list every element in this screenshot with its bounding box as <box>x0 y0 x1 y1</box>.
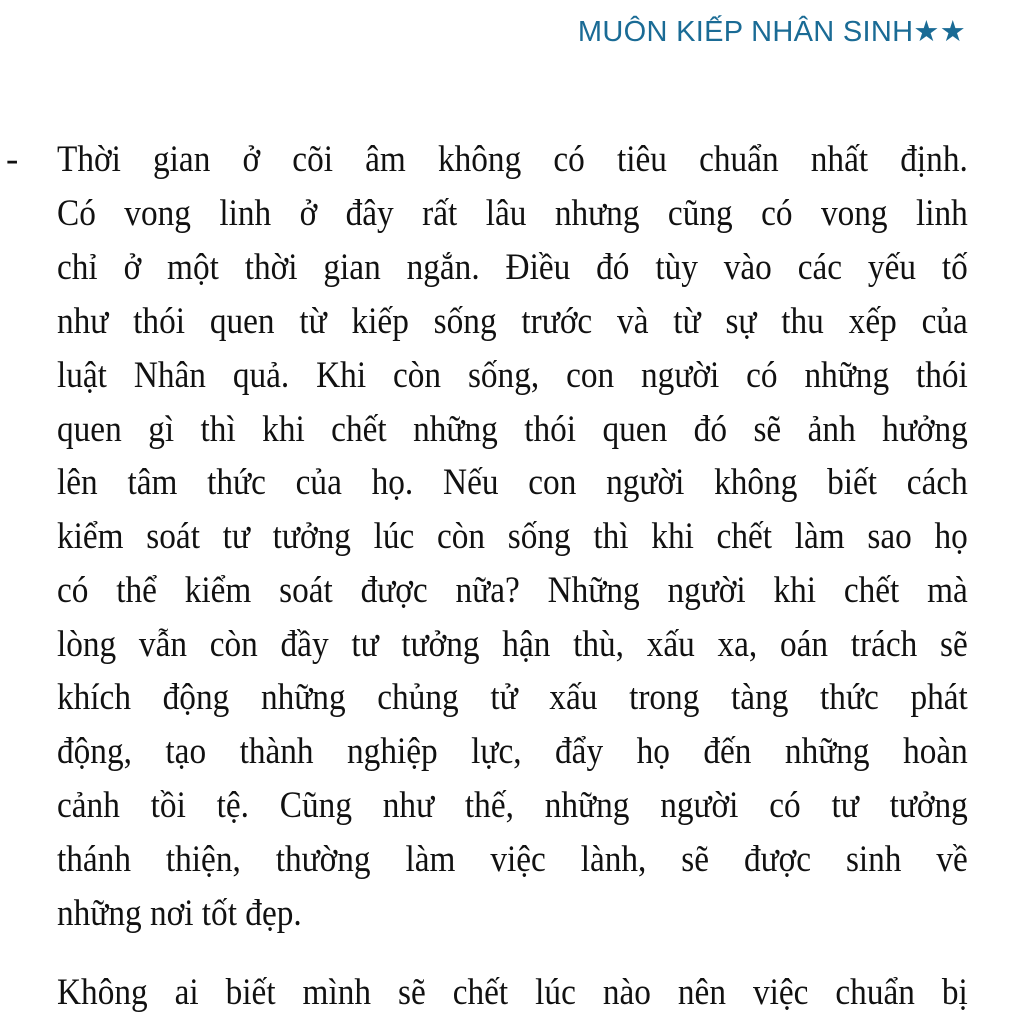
text-line: lòng vẫn còn đầy tư tưởng hận thù, xấu xa, oán trách sẽ <box>57 624 968 665</box>
text-line: luật Nhân quả. Khi còn sống, con người có những thói <box>57 355 968 396</box>
text-line: Không ai biết mình sẽ chết lúc nào nên việc chuẩn bị <box>57 972 968 1013</box>
text-line: chỉ ở một thời gian ngắn. Điều đó tùy vào các yếu tố <box>57 247 968 288</box>
text-line: Có vong linh ở đây rất lâu nhưng cũng có vong linh <box>57 193 968 234</box>
text-line: Thời gian ở cõi âm không có tiêu chuẩn nhất định. <box>57 139 968 180</box>
bullet-dash: - <box>6 139 19 180</box>
text-line: có thể kiểm soát được nữa? Những người khi chết mà <box>57 570 968 611</box>
text-line: quen gì thì khi chết những thói quen đó sẽ ảnh hưởng <box>57 409 968 450</box>
running-header-book-title: MUÔN KIẾP NHÂN SINH★★ <box>577 16 966 48</box>
text-line: như thói quen từ kiếp sống trước và từ sự thu xếp của <box>57 301 968 342</box>
text-line: cảnh tồi tệ. Cũng như thế, những người có tư tưởng <box>57 785 968 826</box>
text-line: lên tâm thức của họ. Nếu con người không biết cách <box>57 462 968 503</box>
text-line: kiểm soát tư tưởng lúc còn sống thì khi chết làm sao họ <box>57 516 968 557</box>
text-line: khích động những chủng tử xấu trong tàng thức phát <box>57 677 968 718</box>
text-line: thánh thiện, thường làm việc lành, sẽ được sinh về <box>57 839 968 880</box>
text-line: những nơi tốt đẹp. <box>57 893 302 934</box>
text-line: động, tạo thành nghiệp lực, đẩy họ đến những hoàn <box>57 731 968 772</box>
